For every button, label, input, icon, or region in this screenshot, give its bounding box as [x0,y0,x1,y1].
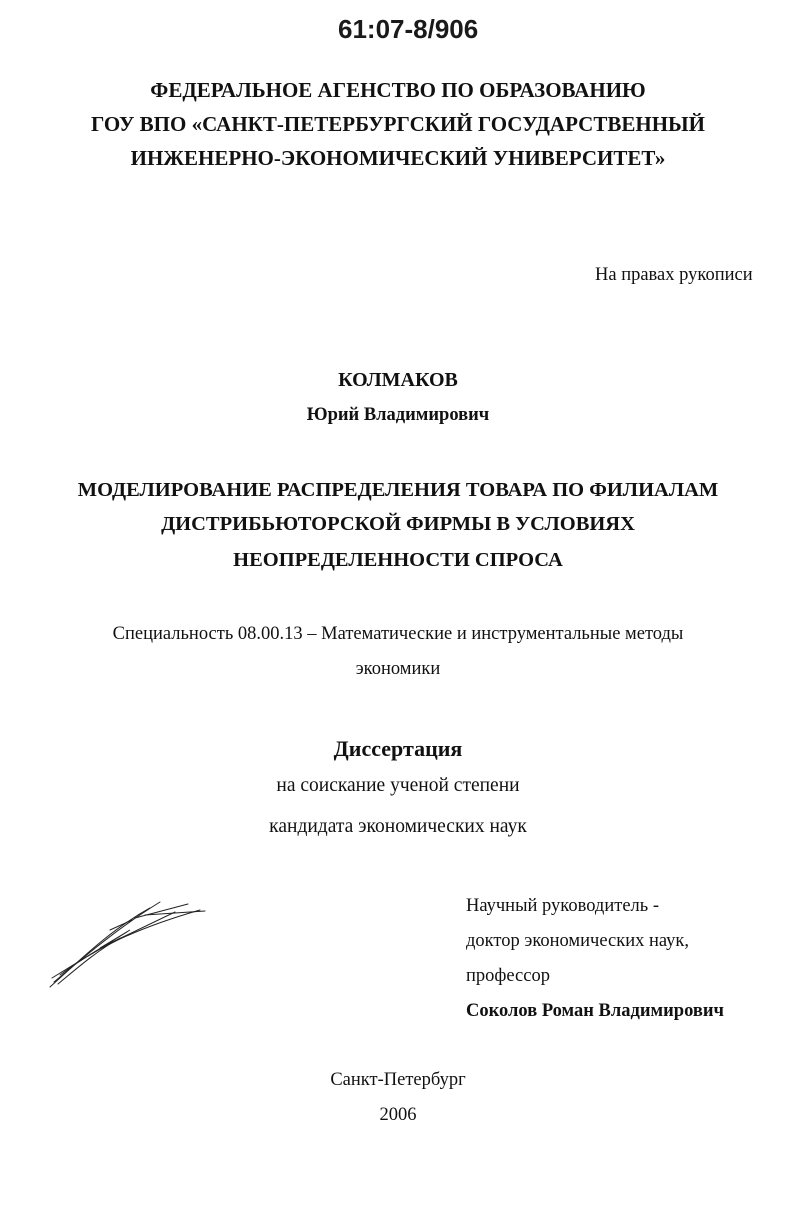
advisor-degree: доктор экономических наук, [466,931,690,951]
catalog-stamp: 61:07-8/906 [338,14,479,44]
degree-line-1: на соискание ученой степени [276,775,520,796]
degree-line-2: кандидата экономических наук [269,816,527,837]
organization-line-2: ГОУ ВПО «САНКТ-ПЕТЕРБУРГСКИЙ ГОСУДАРСТВЕННЫЙ [90,112,705,136]
author-surname: КОЛМАКОВ [338,369,458,391]
signature-scribble [40,890,220,1000]
specialty-line-2: экономики [355,659,441,679]
organization-line-3: ИНЖЕНЕРНО-ЭКОНОМИЧЕСКИЙ УНИВЕРСИТЕТ» [130,146,666,170]
advisor-role: Научный руководитель - [466,896,659,916]
rights-note: На правах рукописи [595,265,753,285]
organization-line-1: ФЕДЕРАЛЬНОЕ АГЕНСТВО ПО ОБРАЗОВАНИЮ [150,78,646,102]
specialty-line-1: Специальность 08.00.13 – Математические и инструментальные методы [112,624,684,644]
document-type: Диссертация [333,736,463,761]
thesis-title-line-1: МОДЕЛИРОВАНИЕ РАСПРЕДЕЛЕНИЯ ТОВАРА ПО ФИЛИАЛАМ [77,479,719,501]
thesis-title-line-2: ДИСТРИБЬЮТОРСКОЙ ФИРМЫ В УСЛОВИЯХ [161,513,635,535]
city: Санкт-Петербург [330,1070,466,1090]
thesis-title-line-3: НЕОПРЕДЕЛЕННОСТИ СПРОСА [233,549,563,571]
advisor-title: профессор [466,966,550,986]
year: 2006 [379,1105,417,1125]
author-given-names: Юрий Владимирович [306,405,490,425]
advisor-name: Соколов Роман Владимирович [466,1001,724,1021]
